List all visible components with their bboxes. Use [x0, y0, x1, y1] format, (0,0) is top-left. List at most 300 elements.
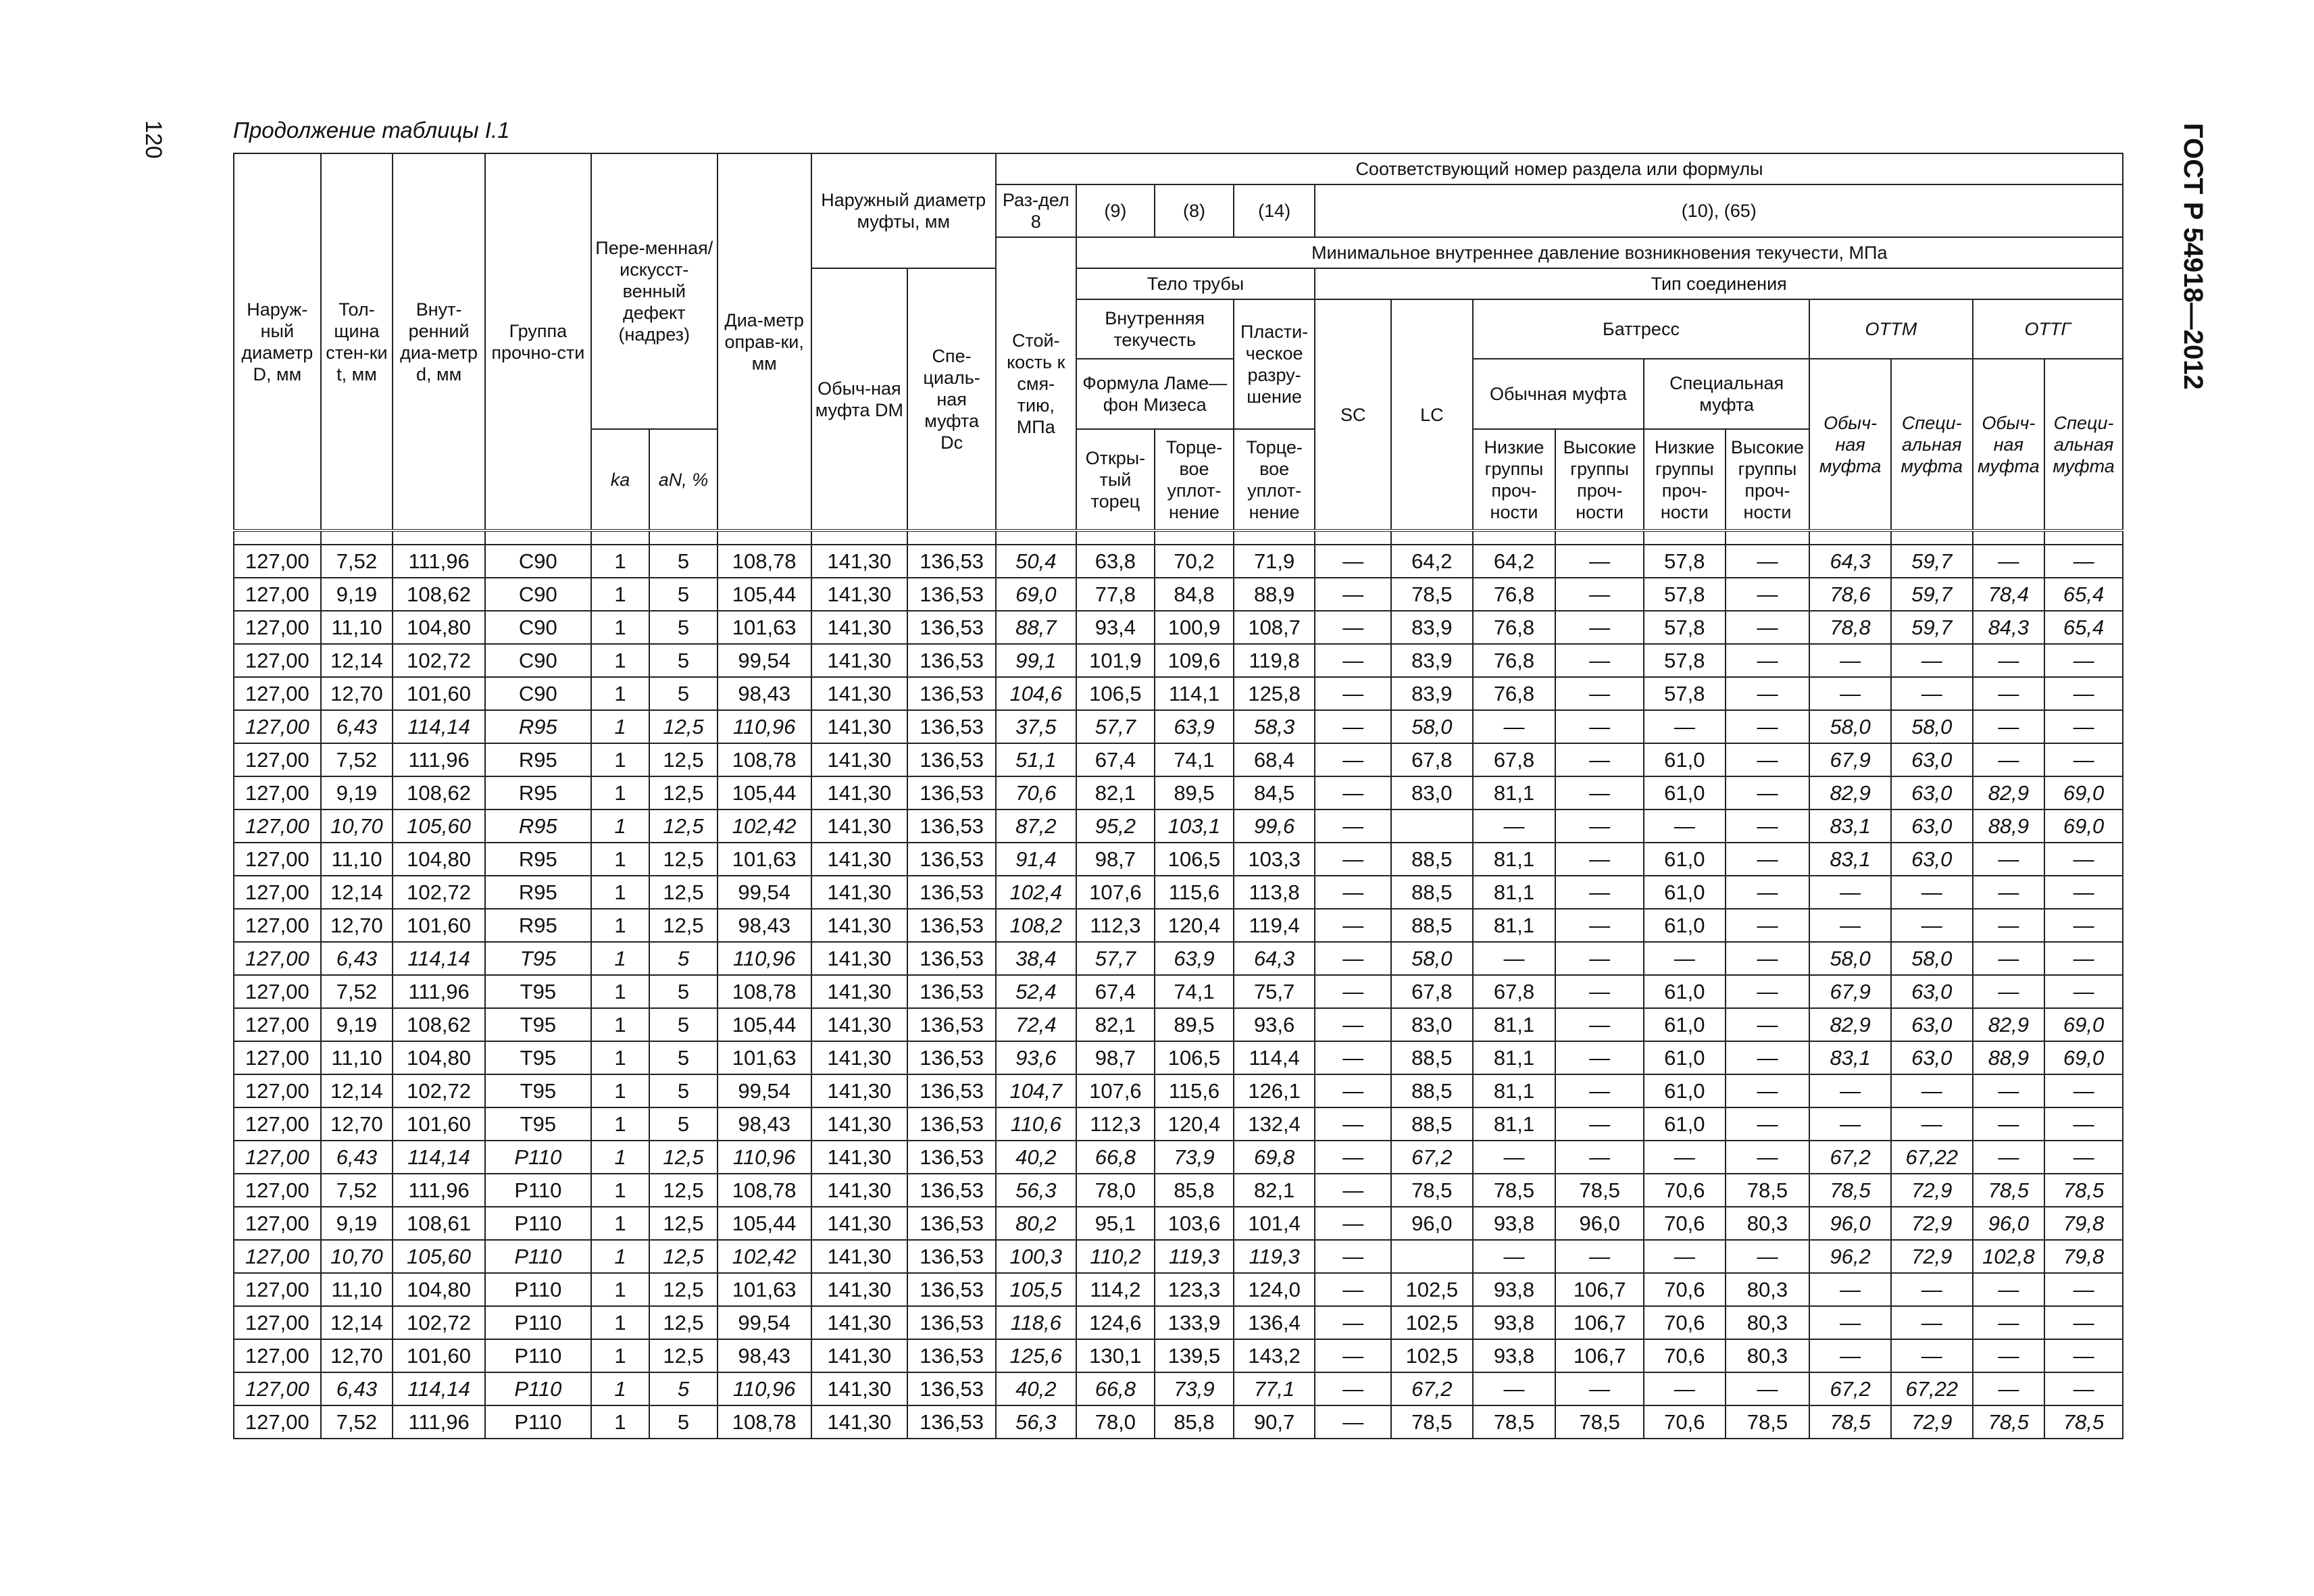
cell-buttress-reg-low: 76,8 — [1473, 644, 1556, 677]
cell-end-seal: 85,8 — [1155, 1174, 1234, 1207]
cell-ottm-regular: — — [1809, 1074, 1891, 1107]
cell-buttress-spec-high: — — [1726, 809, 1810, 843]
cell-drift: 99,54 — [718, 644, 811, 677]
hdr-defect: Пере-менная/ искусст-венный дефект (надрез) — [591, 153, 718, 429]
cell-ka: 1 — [591, 1339, 649, 1372]
cell-buttress-spec-low: 70,6 — [1644, 1339, 1726, 1372]
cell-ottm-special: 67,22 — [1891, 1141, 1973, 1174]
separator-cell — [1555, 530, 1644, 545]
cell-wall-thickness: 9,19 — [321, 1008, 393, 1041]
hdr-end-seal-2: Торце-вое уплот-нение — [1234, 429, 1315, 530]
cell-ottm-special: 58,0 — [1891, 710, 1973, 743]
cell-strength-group: R95 — [485, 843, 591, 876]
cell-drift: 98,43 — [718, 1339, 811, 1372]
cell-ottm-regular: 83,1 — [1809, 843, 1891, 876]
hdr-special-muff: Специальная муфта — [1644, 359, 1809, 429]
cell-strength-group: R95 — [485, 743, 591, 776]
cell-drift: 105,44 — [718, 578, 811, 611]
cell-end-seal: 89,5 — [1155, 776, 1234, 809]
cell-ottm-regular: 67,9 — [1809, 743, 1891, 776]
cell-an: 5 — [649, 677, 718, 710]
cell-buttress-reg-low: 81,1 — [1473, 1008, 1556, 1041]
separator-cell — [1391, 530, 1473, 545]
hdr-sc: SC — [1315, 299, 1391, 530]
cell-sc: — — [1315, 743, 1391, 776]
cell-strength-group: T95 — [485, 1041, 591, 1074]
cell-plastic-failure: 101,4 — [1234, 1207, 1315, 1240]
cell-wall-thickness: 12,14 — [321, 876, 393, 909]
hdr-regular-coupling: Обыч-ная муфта DM — [811, 268, 908, 530]
cell-sc: — — [1315, 545, 1391, 578]
cell-end-seal: 139,5 — [1155, 1339, 1234, 1372]
cell-collapse: 70,6 — [996, 776, 1076, 809]
cell-strength-group: R95 — [485, 876, 591, 909]
cell-coupling-special: 136,53 — [907, 1008, 996, 1041]
cell-an: 5 — [649, 644, 718, 677]
cell-ottm-special: 63,0 — [1891, 776, 1973, 809]
cell-buttress-spec-high: — — [1726, 710, 1810, 743]
separator-cell — [1234, 530, 1315, 545]
cell-inner-diameter: 102,72 — [393, 1306, 485, 1339]
cell-wall-thickness: 12,70 — [321, 1339, 393, 1372]
cell-drift: 102,42 — [718, 1240, 811, 1273]
hdr-wall-thickness: Тол-щина стен-ки t, мм — [321, 153, 393, 530]
cell-strength-group: T95 — [485, 942, 591, 975]
cell-wall-thickness: 9,19 — [321, 776, 393, 809]
cell-ottg-regular: — — [1973, 1306, 2045, 1339]
cell-strength-group: C90 — [485, 677, 591, 710]
hdr-ottm: ОТТМ — [1809, 299, 1972, 359]
cell-coupling-regular: 141,30 — [811, 545, 908, 578]
cell-open-end: 112,3 — [1076, 909, 1155, 942]
cell-end-seal: 115,6 — [1155, 1074, 1234, 1107]
cell-drift: 101,63 — [718, 611, 811, 644]
cell-an: 5 — [649, 1107, 718, 1141]
cell-plastic-failure: 77,1 — [1234, 1372, 1315, 1405]
cell-buttress-spec-low: — — [1644, 1372, 1726, 1405]
cell-end-seal: 115,6 — [1155, 876, 1234, 909]
cell-an: 12,5 — [649, 1141, 718, 1174]
cell-ottm-regular: — — [1809, 1107, 1891, 1141]
separator-cell — [811, 530, 908, 545]
table-row — [234, 1174, 2123, 1207]
cell-inner-diameter: 111,96 — [393, 545, 485, 578]
cell-lc: 88,5 — [1391, 843, 1473, 876]
cell-ottg-regular: — — [1973, 1141, 2045, 1174]
cell-coupling-special: 136,53 — [907, 843, 996, 876]
cell-ka: 1 — [591, 743, 649, 776]
cell-wall-thickness: 7,52 — [321, 1405, 393, 1439]
cell-an: 12,5 — [649, 1207, 718, 1240]
table-row — [234, 1008, 2123, 1041]
cell-buttress-spec-low: — — [1644, 809, 1726, 843]
cell-sc: — — [1315, 1207, 1391, 1240]
cell-buttress-spec-high: — — [1726, 1074, 1810, 1107]
cell-drift: 99,54 — [718, 876, 811, 909]
cell-drift: 108,78 — [718, 975, 811, 1008]
cell-ottg-regular: — — [1973, 677, 2045, 710]
cell-buttress-spec-high: — — [1726, 1372, 1810, 1405]
cell-end-seal: 119,3 — [1155, 1240, 1234, 1273]
hdr-high-grade-1: Высокие группы проч-ности — [1555, 429, 1644, 530]
cell-inner-diameter: 104,80 — [393, 843, 485, 876]
cell-ottg-special: — — [2044, 843, 2123, 876]
cell-coupling-special: 136,53 — [907, 1405, 996, 1439]
cell-inner-diameter: 101,60 — [393, 1107, 485, 1141]
cell-coupling-regular: 141,30 — [811, 611, 908, 644]
separator-cell — [1891, 530, 1973, 545]
cell-collapse: 105,5 — [996, 1273, 1076, 1306]
cell-inner-diameter: 111,96 — [393, 1174, 485, 1207]
cell-plastic-failure: 125,8 — [1234, 677, 1315, 710]
cell-ottg-special: — — [2044, 1107, 2123, 1141]
cell-buttress-spec-high: 78,5 — [1726, 1405, 1810, 1439]
cell-drift: 101,63 — [718, 1041, 811, 1074]
cell-coupling-special: 136,53 — [907, 1107, 996, 1141]
cell-inner-diameter: 101,60 — [393, 909, 485, 942]
cell-buttress-reg-high: 78,5 — [1555, 1174, 1644, 1207]
cell-buttress-spec-low: 57,8 — [1644, 644, 1726, 677]
cell-outer-diameter: 127,00 — [234, 743, 321, 776]
cell-collapse: 104,6 — [996, 677, 1076, 710]
cell-wall-thickness: 12,70 — [321, 1107, 393, 1141]
cell-plastic-failure: 103,3 — [1234, 843, 1315, 876]
cell-sc: — — [1315, 809, 1391, 843]
cell-ottm-regular: 78,8 — [1809, 611, 1891, 644]
separator-cell — [393, 530, 485, 545]
cell-buttress-spec-low: 61,0 — [1644, 1008, 1726, 1041]
cell-lc: 78,5 — [1391, 1174, 1473, 1207]
cell-ottm-special: 63,0 — [1891, 743, 1973, 776]
cell-ottg-regular: 78,5 — [1973, 1174, 2045, 1207]
hdr-lc: LC — [1391, 299, 1473, 530]
table-row — [234, 1207, 2123, 1240]
cell-outer-diameter: 127,00 — [234, 1207, 321, 1240]
cell-buttress-reg-high: — — [1555, 942, 1644, 975]
cell-end-seal: 120,4 — [1155, 1107, 1234, 1141]
hdr-pipe-body: Тело трубы — [1076, 268, 1315, 299]
cell-collapse: 93,6 — [996, 1041, 1076, 1074]
cell-wall-thickness: 12,14 — [321, 1074, 393, 1107]
cell-drift: 101,63 — [718, 843, 811, 876]
cell-coupling-special: 136,53 — [907, 710, 996, 743]
cell-collapse: 125,6 — [996, 1339, 1076, 1372]
table-row — [234, 843, 2123, 876]
cell-ka: 1 — [591, 942, 649, 975]
cell-ottg-special: 69,0 — [2044, 1008, 2123, 1041]
hdr-inner-diameter: Внут-ренний диа-метр d, мм — [393, 153, 485, 530]
cell-inner-diameter: 114,14 — [393, 942, 485, 975]
cell-sc: — — [1315, 1008, 1391, 1041]
cell-ottg-special: 65,4 — [2044, 611, 2123, 644]
cell-outer-diameter: 127,00 — [234, 1041, 321, 1074]
cell-buttress-reg-high: — — [1555, 710, 1644, 743]
cell-end-seal: 103,6 — [1155, 1207, 1234, 1240]
cell-open-end: 82,1 — [1076, 776, 1155, 809]
table-row — [234, 1306, 2123, 1339]
cell-collapse: 87,2 — [996, 809, 1076, 843]
cell-strength-group: R95 — [485, 710, 591, 743]
cell-coupling-special: 136,53 — [907, 975, 996, 1008]
cell-coupling-special: 136,53 — [907, 743, 996, 776]
cell-ottg-special: — — [2044, 1074, 2123, 1107]
hdr-ottm-special: Специ-альная муфта — [1891, 359, 1973, 530]
cell-strength-group: C90 — [485, 578, 591, 611]
cell-buttress-reg-low: — — [1473, 1372, 1556, 1405]
cell-coupling-special: 136,53 — [907, 545, 996, 578]
cell-lc: 88,5 — [1391, 1041, 1473, 1074]
cell-buttress-spec-high: 80,3 — [1726, 1273, 1810, 1306]
hdr-strength-group: Группа прочно-сти — [485, 153, 591, 530]
hdr-low-grade-1: Низкие группы проч-ности — [1473, 429, 1556, 530]
cell-ottm-regular: — — [1809, 677, 1891, 710]
cell-lc: 58,0 — [1391, 710, 1473, 743]
cell-coupling-special: 136,53 — [907, 1273, 996, 1306]
cell-inner-diameter: 104,80 — [393, 1273, 485, 1306]
cell-outer-diameter: 127,00 — [234, 545, 321, 578]
cell-inner-diameter: 108,61 — [393, 1207, 485, 1240]
cell-drift: 110,96 — [718, 710, 811, 743]
separator-cell — [1809, 530, 1891, 545]
cell-ottm-special: — — [1891, 1306, 1973, 1339]
cell-end-seal: 120,4 — [1155, 909, 1234, 942]
cell-lc — [1391, 1240, 1473, 1273]
cell-wall-thickness: 11,10 — [321, 1273, 393, 1306]
cell-buttress-spec-low: 61,0 — [1644, 776, 1726, 809]
cell-inner-diameter: 111,96 — [393, 743, 485, 776]
cell-lc: 83,0 — [1391, 776, 1473, 809]
cell-end-seal: 63,9 — [1155, 942, 1234, 975]
cell-ottm-special: 63,0 — [1891, 843, 1973, 876]
cell-open-end: 93,4 — [1076, 611, 1155, 644]
cell-ka: 1 — [591, 1041, 649, 1074]
cell-an: 12,5 — [649, 710, 718, 743]
cell-wall-thickness: 12,70 — [321, 909, 393, 942]
cell-ka: 1 — [591, 975, 649, 1008]
cell-strength-group: R95 — [485, 909, 591, 942]
table-row — [234, 1240, 2123, 1273]
cell-buttress-reg-high: — — [1555, 1041, 1644, 1074]
hdr-section8: Раз-дел 8 — [996, 184, 1076, 237]
cell-end-seal: 63,9 — [1155, 710, 1234, 743]
table-row — [234, 1041, 2123, 1074]
cell-plastic-failure: 93,6 — [1234, 1008, 1315, 1041]
cell-outer-diameter: 127,00 — [234, 1372, 321, 1405]
cell-drift: 102,42 — [718, 809, 811, 843]
cell-open-end: 78,0 — [1076, 1405, 1155, 1439]
cell-ottg-special: 79,8 — [2044, 1240, 2123, 1273]
cell-ottm-regular: 78,5 — [1809, 1174, 1891, 1207]
cell-inner-diameter: 108,62 — [393, 776, 485, 809]
separator-cell — [1315, 530, 1391, 545]
cell-wall-thickness: 7,52 — [321, 743, 393, 776]
cell-buttress-spec-high: — — [1726, 578, 1810, 611]
cell-ottg-special: — — [2044, 677, 2123, 710]
cell-plastic-failure: 114,4 — [1234, 1041, 1315, 1074]
cell-inner-diameter: 105,60 — [393, 809, 485, 843]
cell-ottm-regular: — — [1809, 876, 1891, 909]
cell-ottm-regular: 96,2 — [1809, 1240, 1891, 1273]
cell-strength-group: P110 — [485, 1240, 591, 1273]
cell-buttress-reg-low: 78,5 — [1473, 1174, 1556, 1207]
cell-ottg-regular: — — [1973, 1107, 2045, 1141]
cell-wall-thickness: 9,19 — [321, 578, 393, 611]
separator-cell — [1076, 530, 1155, 545]
cell-collapse: 118,6 — [996, 1306, 1076, 1339]
cell-drift: 108,78 — [718, 743, 811, 776]
cell-drift: 99,54 — [718, 1074, 811, 1107]
cell-buttress-reg-high: — — [1555, 545, 1644, 578]
cell-wall-thickness: 11,10 — [321, 611, 393, 644]
cell-outer-diameter: 127,00 — [234, 909, 321, 942]
cell-coupling-special: 136,53 — [907, 909, 996, 942]
cell-outer-diameter: 127,00 — [234, 644, 321, 677]
cell-ottg-special: — — [2044, 1372, 2123, 1405]
cell-end-seal: 74,1 — [1155, 743, 1234, 776]
hdr-coupling-diameter: Наружный диаметр муфты, мм — [811, 153, 996, 268]
cell-ottm-special: 58,0 — [1891, 942, 1973, 975]
cell-buttress-spec-high: — — [1726, 1008, 1810, 1041]
cell-ottm-special: — — [1891, 876, 1973, 909]
cell-collapse: 104,7 — [996, 1074, 1076, 1107]
cell-buttress-spec-low: 70,6 — [1644, 1174, 1726, 1207]
separator-cell — [1473, 530, 1556, 545]
cell-inner-diameter: 102,72 — [393, 1074, 485, 1107]
separator-cell — [234, 530, 321, 545]
cell-buttress-reg-high: 106,7 — [1555, 1273, 1644, 1306]
cell-ka: 1 — [591, 1273, 649, 1306]
cell-outer-diameter: 127,00 — [234, 710, 321, 743]
cell-sc: — — [1315, 876, 1391, 909]
cell-lc: 83,9 — [1391, 611, 1473, 644]
cell-plastic-failure: 84,5 — [1234, 776, 1315, 809]
cell-ottm-special: 59,7 — [1891, 545, 1973, 578]
table-row — [234, 942, 2123, 975]
cell-collapse: 99,1 — [996, 644, 1076, 677]
cell-ottm-regular: 96,0 — [1809, 1207, 1891, 1240]
cell-ottg-regular: 78,5 — [1973, 1405, 2045, 1439]
cell-buttress-reg-low: — — [1473, 1141, 1556, 1174]
cell-plastic-failure: 143,2 — [1234, 1339, 1315, 1372]
cell-strength-group: P110 — [485, 1141, 591, 1174]
cell-ottg-regular: — — [1973, 909, 2045, 942]
hdr-internal-yield: Внутренняя текучесть — [1076, 299, 1234, 359]
cell-lc: 88,5 — [1391, 909, 1473, 942]
cell-an: 12,5 — [649, 809, 718, 843]
cell-coupling-regular: 141,30 — [811, 1207, 908, 1240]
cell-open-end: 66,8 — [1076, 1372, 1155, 1405]
cell-buttress-reg-low: 81,1 — [1473, 1074, 1556, 1107]
cell-sc: — — [1315, 1339, 1391, 1372]
cell-buttress-reg-high: — — [1555, 776, 1644, 809]
cell-coupling-special: 136,53 — [907, 876, 996, 909]
cell-ottg-special: 69,0 — [2044, 809, 2123, 843]
cell-ottm-regular: 82,9 — [1809, 1008, 1891, 1041]
cell-plastic-failure: 119,4 — [1234, 909, 1315, 942]
cell-buttress-spec-high: — — [1726, 1141, 1810, 1174]
cell-ka: 1 — [591, 809, 649, 843]
cell-collapse: 110,6 — [996, 1107, 1076, 1141]
cell-ottm-regular: 58,0 — [1809, 710, 1891, 743]
cell-buttress-spec-low: 61,0 — [1644, 975, 1726, 1008]
cell-buttress-spec-high: — — [1726, 1240, 1810, 1273]
cell-end-seal: 84,8 — [1155, 578, 1234, 611]
cell-an: 5 — [649, 975, 718, 1008]
cell-buttress-reg-low: 81,1 — [1473, 776, 1556, 809]
table-row — [234, 677, 2123, 710]
cell-buttress-reg-low: 81,1 — [1473, 909, 1556, 942]
cell-ottm-special: — — [1891, 677, 1973, 710]
hdr-an: aN, % — [649, 429, 718, 530]
cell-sc: — — [1315, 1141, 1391, 1174]
cell-collapse: 56,3 — [996, 1174, 1076, 1207]
cell-ottg-regular: 78,4 — [1973, 578, 2045, 611]
cell-lc — [1391, 809, 1473, 843]
cell-ottg-special: — — [2044, 909, 2123, 942]
cell-an: 12,5 — [649, 1306, 718, 1339]
cell-ottg-special: 69,0 — [2044, 776, 2123, 809]
cell-strength-group: P110 — [485, 1174, 591, 1207]
cell-ka: 1 — [591, 909, 649, 942]
cell-wall-thickness: 6,43 — [321, 942, 393, 975]
cell-open-end: 95,1 — [1076, 1207, 1155, 1240]
cell-wall-thickness: 12,14 — [321, 644, 393, 677]
cell-end-seal: 114,1 — [1155, 677, 1234, 710]
separator-cell — [718, 530, 811, 545]
separator-cell — [321, 530, 393, 545]
cell-open-end: 67,4 — [1076, 975, 1155, 1008]
cell-inner-diameter: 102,72 — [393, 876, 485, 909]
cell-outer-diameter: 127,00 — [234, 1339, 321, 1372]
table-row — [234, 710, 2123, 743]
cell-collapse: 50,4 — [996, 545, 1076, 578]
cell-buttress-spec-high: — — [1726, 975, 1810, 1008]
cell-lc: 102,5 — [1391, 1306, 1473, 1339]
cell-end-seal: 70,2 — [1155, 545, 1234, 578]
cell-lc: 88,5 — [1391, 876, 1473, 909]
cell-an: 12,5 — [649, 909, 718, 942]
cell-buttress-spec-high: — — [1726, 611, 1810, 644]
cell-ottg-regular: — — [1973, 876, 2045, 909]
cell-strength-group: P110 — [485, 1372, 591, 1405]
cell-outer-diameter: 127,00 — [234, 578, 321, 611]
cell-wall-thickness: 10,70 — [321, 809, 393, 843]
cell-outer-diameter: 127,00 — [234, 843, 321, 876]
cell-open-end: 63,8 — [1076, 545, 1155, 578]
cell-sc: — — [1315, 677, 1391, 710]
cell-coupling-special: 136,53 — [907, 1174, 996, 1207]
cell-ottm-special: 72,9 — [1891, 1240, 1973, 1273]
cell-ottg-special: 65,4 — [2044, 578, 2123, 611]
cell-ka: 1 — [591, 545, 649, 578]
cell-ka: 1 — [591, 710, 649, 743]
cell-coupling-regular: 141,30 — [811, 677, 908, 710]
cell-plastic-failure: 99,6 — [1234, 809, 1315, 843]
cell-ottg-regular: — — [1973, 1074, 2045, 1107]
cell-ottg-special: — — [2044, 1339, 2123, 1372]
table-row — [234, 611, 2123, 644]
cell-collapse: 37,5 — [996, 710, 1076, 743]
cell-buttress-reg-low: 76,8 — [1473, 578, 1556, 611]
cell-ka: 1 — [591, 1141, 649, 1174]
cell-buttress-spec-low: 70,6 — [1644, 1306, 1726, 1339]
cell-coupling-regular: 141,30 — [811, 809, 908, 843]
cell-strength-group: P110 — [485, 1405, 591, 1439]
cell-lc: 83,0 — [1391, 1008, 1473, 1041]
cell-ottg-regular: 88,9 — [1973, 809, 2045, 843]
cell-collapse: 91,4 — [996, 843, 1076, 876]
cell-open-end: 107,6 — [1076, 1074, 1155, 1107]
